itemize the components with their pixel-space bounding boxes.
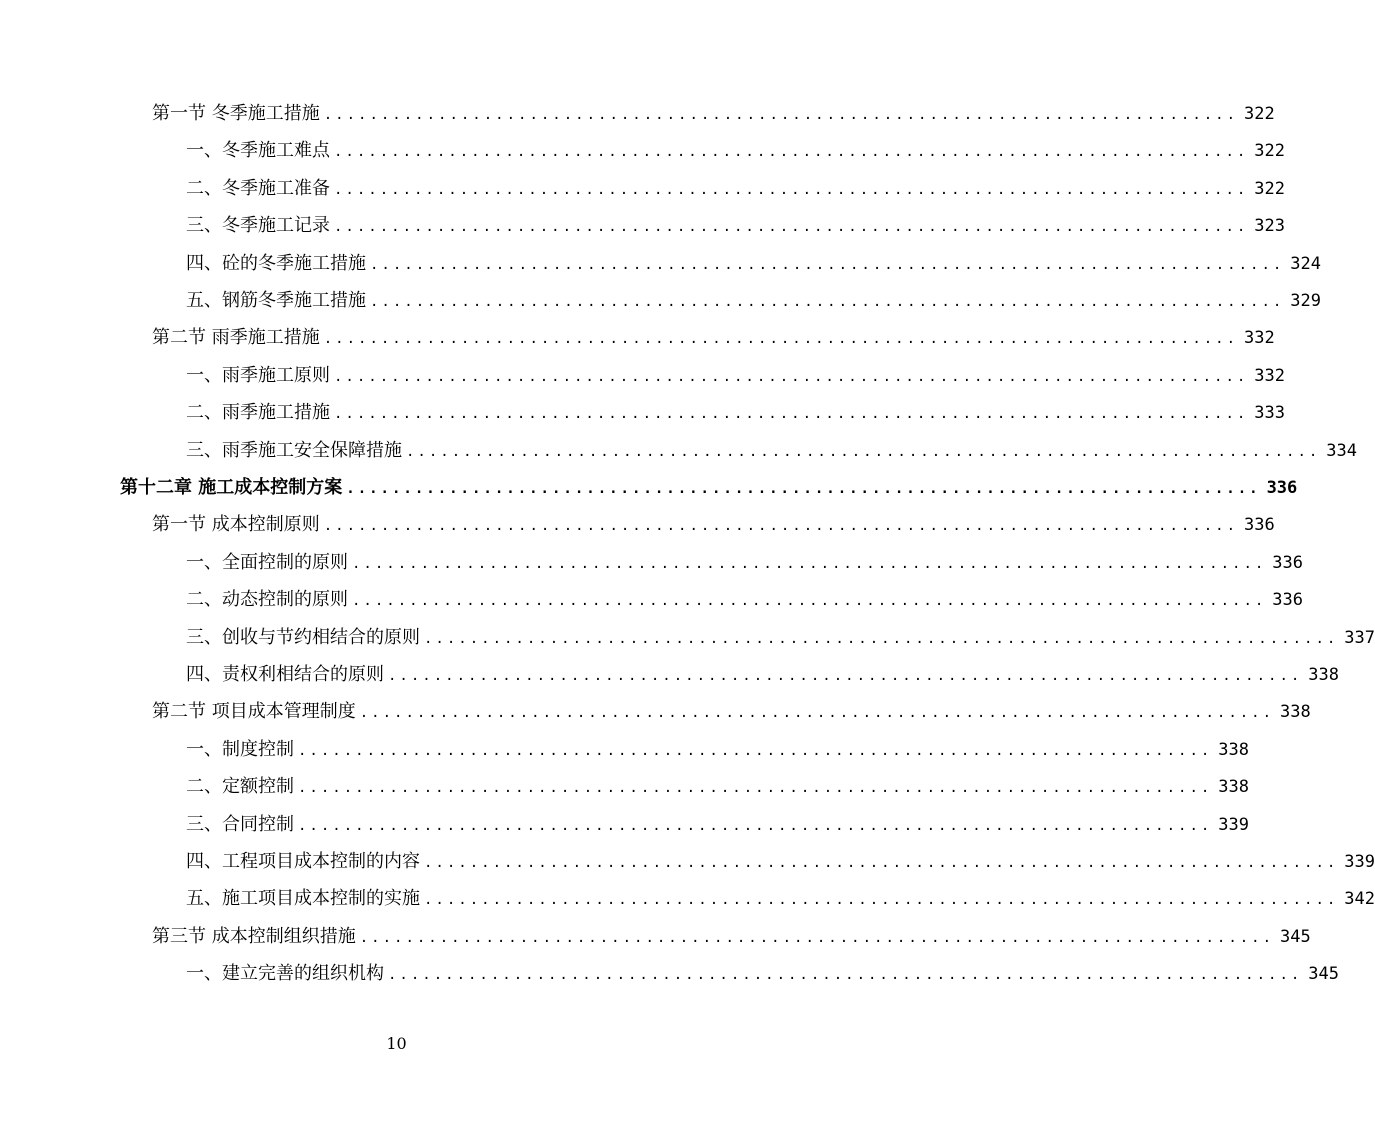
dot-leader: ................................................................................ (370, 294, 1285, 310)
toc-entry-item[interactable] (186, 774, 1250, 800)
toc-entry-page: 339 (1344, 852, 1375, 872)
toc-entry-section[interactable] (152, 924, 1311, 950)
toc-entry-label: 第二节 项目成本管理制度 (152, 701, 356, 722)
toc-entry-item[interactable] (186, 363, 1286, 389)
toc-entry-page: 333 (1254, 403, 1286, 423)
toc-entry-item[interactable] (186, 400, 1286, 426)
toc-entry-label: 四、砼的冬季施工措施 (186, 253, 366, 274)
toc-entry-label: 一、全面控制的原则 (186, 552, 348, 573)
toc-entry-page: 338 (1218, 777, 1250, 797)
toc-entry-label: 第二节 雨季施工措施 (152, 327, 320, 348)
dot-leader: ................................................................................ (359, 705, 1275, 721)
toc-entry-section[interactable] (152, 325, 1275, 351)
page-number: 10 (386, 1034, 407, 1053)
dot-leader: ................................................................................ (323, 107, 1239, 123)
toc-entry-item[interactable] (186, 213, 1286, 239)
dot-leader: ................................................................................ (406, 444, 1321, 460)
toc-entry-label: 四、责权利相结合的原则 (186, 664, 384, 685)
dot-leader: ................................................................................ (334, 182, 1249, 198)
dot-leader: ................................................................................ (334, 144, 1249, 160)
dot-leader: ................................................................................ (424, 855, 1339, 871)
dot-leader: ................................................................................ (323, 518, 1239, 534)
dot-leader: ................................................................................ (298, 818, 1213, 834)
dot-leader: ................................................................................ (352, 593, 1267, 609)
toc-entry-page: 338 (1280, 702, 1311, 722)
toc-entry-section[interactable] (152, 512, 1275, 538)
toc-entry-item[interactable] (186, 550, 1304, 576)
dot-leader: ................................................................................ (424, 892, 1339, 908)
toc-entry-label: 三、雨季施工安全保障措施 (186, 440, 402, 461)
toc-entry-page: 332 (1254, 366, 1286, 386)
toc-entry-label: 第三节 成本控制组织措施 (152, 926, 356, 947)
toc-entry-label: 五、施工项目成本控制的实施 (186, 888, 420, 909)
toc-entry-item[interactable] (186, 849, 1375, 875)
dot-leader: ................................................................................ (352, 556, 1267, 572)
toc-entry-page: 332 (1244, 328, 1275, 348)
toc-entry-page: 342 (1344, 889, 1375, 909)
dot-leader: ................................................................................ (424, 631, 1339, 647)
dot-leader: ................................................................................ (388, 668, 1303, 684)
toc-entry-page: 336 (1266, 478, 1298, 498)
dot-leader: ................................................................................ (334, 219, 1249, 235)
toc-entry-label: 一、制度控制 (186, 739, 294, 760)
toc-entry-label: 二、动态控制的原则 (186, 589, 348, 610)
toc-entry-page: 337 (1344, 628, 1375, 648)
toc-entry-page: 334 (1326, 441, 1358, 461)
toc-entry-page: 336 (1272, 590, 1304, 610)
toc-entry-label: 第一节 成本控制原则 (152, 514, 320, 535)
toc-entry-item[interactable] (186, 251, 1322, 277)
toc-entry-label: 第十二章 施工成本控制方案 (120, 477, 343, 498)
toc-entry-item[interactable] (186, 587, 1304, 613)
dot-leader: ................................................................................ (346, 481, 1261, 497)
toc-entry-page: 345 (1280, 927, 1311, 947)
toc-entry-page: 338 (1308, 665, 1340, 685)
toc-entry-page: 336 (1272, 553, 1304, 573)
toc-entry-item[interactable] (186, 176, 1286, 202)
toc-entry-item[interactable] (186, 438, 1358, 464)
toc-entry-item[interactable] (186, 138, 1286, 164)
toc-entry-label: 一、雨季施工原则 (186, 365, 330, 386)
toc-entry-page: 324 (1290, 254, 1322, 274)
toc-entry-page: 322 (1244, 104, 1275, 124)
toc-entry-page: 329 (1290, 291, 1322, 311)
toc-entry-page: 322 (1254, 141, 1286, 161)
toc-entry-item[interactable] (186, 737, 1250, 763)
toc-entry-label: 二、雨季施工措施 (186, 402, 330, 423)
toc-entry-item[interactable] (186, 662, 1340, 688)
toc-entry-page: 323 (1254, 216, 1286, 236)
toc-entry-page: 338 (1218, 740, 1250, 760)
dot-leader: ................................................................................ (334, 406, 1249, 422)
toc-entry-section[interactable] (152, 699, 1311, 725)
dot-leader: ................................................................................ (359, 930, 1275, 946)
toc-entry-item[interactable] (186, 886, 1375, 912)
toc-entry-label: 三、创收与节约相结合的原则 (186, 627, 420, 648)
dot-leader: ................................................................................ (388, 967, 1303, 983)
toc-entry-page: 322 (1254, 179, 1286, 199)
toc-entry-page: 336 (1244, 515, 1275, 535)
dot-leader: ................................................................................ (298, 743, 1213, 759)
dot-leader: ................................................................................ (334, 369, 1249, 385)
toc-entry-item[interactable] (186, 961, 1340, 987)
dot-leader: ................................................................................ (298, 780, 1213, 796)
toc-entry-page: 345 (1308, 964, 1340, 984)
toc-entry-label: 三、合同控制 (186, 814, 294, 835)
toc-entry-label: 五、钢筋冬季施工措施 (186, 290, 366, 311)
toc-entry-label: 一、建立完善的组织机构 (186, 963, 384, 984)
toc-entry-label: 四、工程项目成本控制的内容 (186, 851, 420, 872)
dot-leader: ................................................................................ (370, 257, 1285, 273)
toc-entry-section[interactable] (152, 101, 1275, 127)
toc-entry-label: 三、冬季施工记录 (186, 215, 330, 236)
toc-entry-label: 二、冬季施工准备 (186, 178, 330, 199)
toc-entry-item[interactable] (186, 625, 1375, 651)
toc-entry-page: 339 (1218, 815, 1250, 835)
toc-entry-label: 二、定额控制 (186, 776, 294, 797)
dot-leader: ................................................................................ (323, 331, 1239, 347)
toc-entry-item[interactable] (186, 288, 1322, 314)
toc-entry-label: 第一节 冬季施工措施 (152, 103, 320, 124)
toc-entry-item[interactable] (186, 812, 1250, 838)
toc-entry-chapter[interactable] (120, 475, 1298, 501)
toc-entry-label: 一、冬季施工难点 (186, 140, 330, 161)
